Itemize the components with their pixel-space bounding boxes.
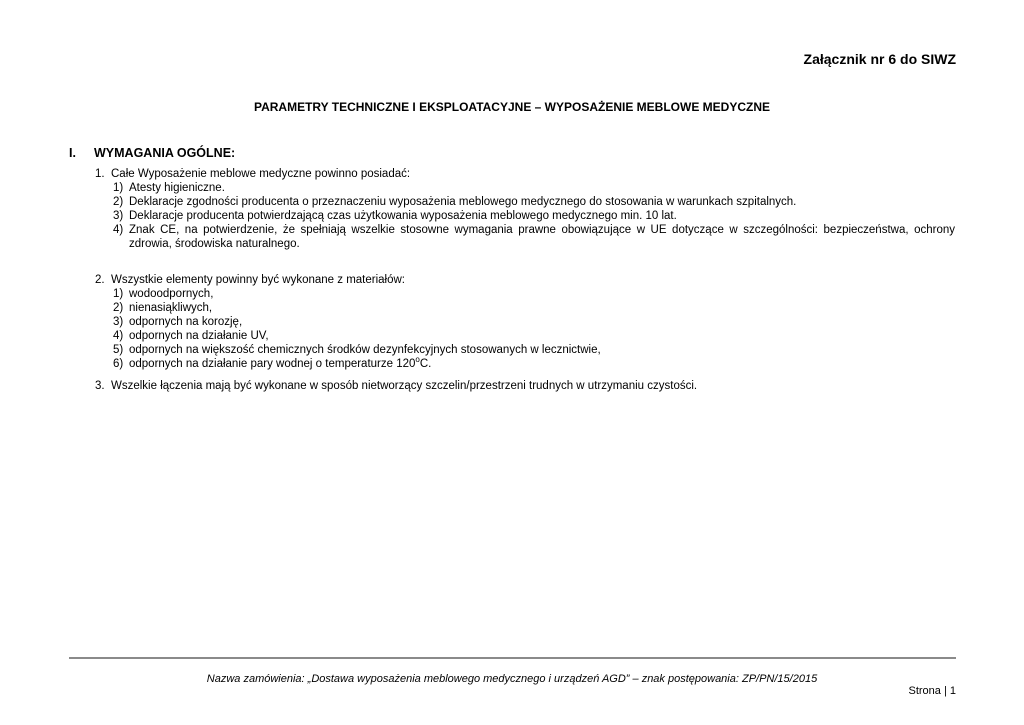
sub-item (95, 301, 955, 315)
sub-item-number: 4) (113, 330, 124, 342)
sub-item (95, 357, 955, 371)
sub-item (95, 329, 955, 343)
section-title: WYMAGANIA OGÓLNE: (94, 146, 236, 160)
sub-item-number: 3) (113, 210, 124, 222)
sub-item-text: Deklaracje producenta potwierdzającą czas użytkowania wyposażenia meblowego medycznego min. 10 lat. (129, 210, 677, 222)
sub-item-number: 2) (113, 302, 124, 314)
sub-item-text: odpornych na działanie pary wodnej o temperaturze 120 (129, 358, 416, 370)
document-title: PARAMETRY TECHNICZNE I EKSPLOATACYJNE – WYPOSAŻENIE MEBLOWE MEDYCZNE (253, 100, 771, 114)
sub-item-number: 6) (113, 358, 124, 370)
sub-item-number: 1) (113, 288, 124, 300)
sub-item (95, 315, 955, 329)
attachment-label: Załącznik nr 6 do SIWZ (803, 51, 956, 67)
item-text: Wszelkie łączenia mają być wykonane w sposób nietworzący szczelin/przestrzeni trudnych w utrzymaniu czystości. (111, 380, 698, 392)
sub-item-text: nienasiąkliwych, (129, 302, 213, 314)
sub-item-number: 3) (113, 316, 124, 328)
list-item (95, 167, 955, 181)
sub-item-text: odpornych na korozję, (129, 316, 243, 328)
sub-item (95, 343, 955, 357)
list-item (95, 273, 955, 287)
sub-item-number: 2) (113, 196, 124, 208)
sub-item (95, 209, 955, 223)
requirement-item-2 (95, 273, 955, 371)
item-number: 3. (95, 380, 105, 392)
footer-order-name: Nazwa zamówienia: „Dostawa wyposażenia meblowego medycznego i urządzeń AGD” – znak postępowania: ZP/PN/15/2015 (206, 673, 818, 685)
sub-item-number: 1) (113, 182, 124, 194)
sub-item-number: 5) (113, 344, 124, 356)
sub-item-text: Deklaracje zgodności producenta o przeznaczeniu wyposażenia meblowego medycznego do stosowania w warunkach szpitalnych. (129, 196, 797, 208)
item-text: Całe Wyposażenie meblowe medyczne powinno posiadać: (111, 168, 411, 180)
requirement-item-3 (95, 379, 955, 393)
sub-item-number: 4) (113, 224, 124, 236)
item-text: Wszystkie elementy powinny być wykonane z materiałów: (111, 274, 406, 286)
sub-item-text: odpornych na działanie UV, (129, 330, 269, 342)
item-number: 1. (95, 168, 105, 180)
sub-item (95, 181, 955, 195)
section-heading (69, 146, 235, 160)
sub-item (95, 223, 955, 251)
sub-item-text: wodoodpornych, (129, 288, 214, 300)
footer-divider (69, 657, 956, 659)
sub-item-text: odpornych na większość chemicznych środków dezynfekcyjnych stosowanych w lecznictwie, (129, 344, 601, 356)
sub-item-text-suffix: C. (419, 358, 432, 370)
list-item (95, 379, 955, 393)
sub-item (95, 287, 955, 301)
section-number: I. (69, 146, 76, 160)
item-number: 2. (95, 274, 105, 286)
sub-item-text: Atesty higieniczne. (129, 182, 225, 194)
requirement-item-1 (95, 167, 955, 251)
sub-item (95, 195, 955, 209)
degree-superscript: o (415, 355, 420, 365)
page-number: Strona | 1 (908, 685, 956, 697)
sub-item-text: Znak CE, na potwierdzenie, że spełniają wszelkie stosowne wymagania prawne obowiązujące w UE dotyczące w szczególności: bezpieczeństwa, ochrony zdrowia, środowiska naturalnego. (129, 224, 955, 250)
